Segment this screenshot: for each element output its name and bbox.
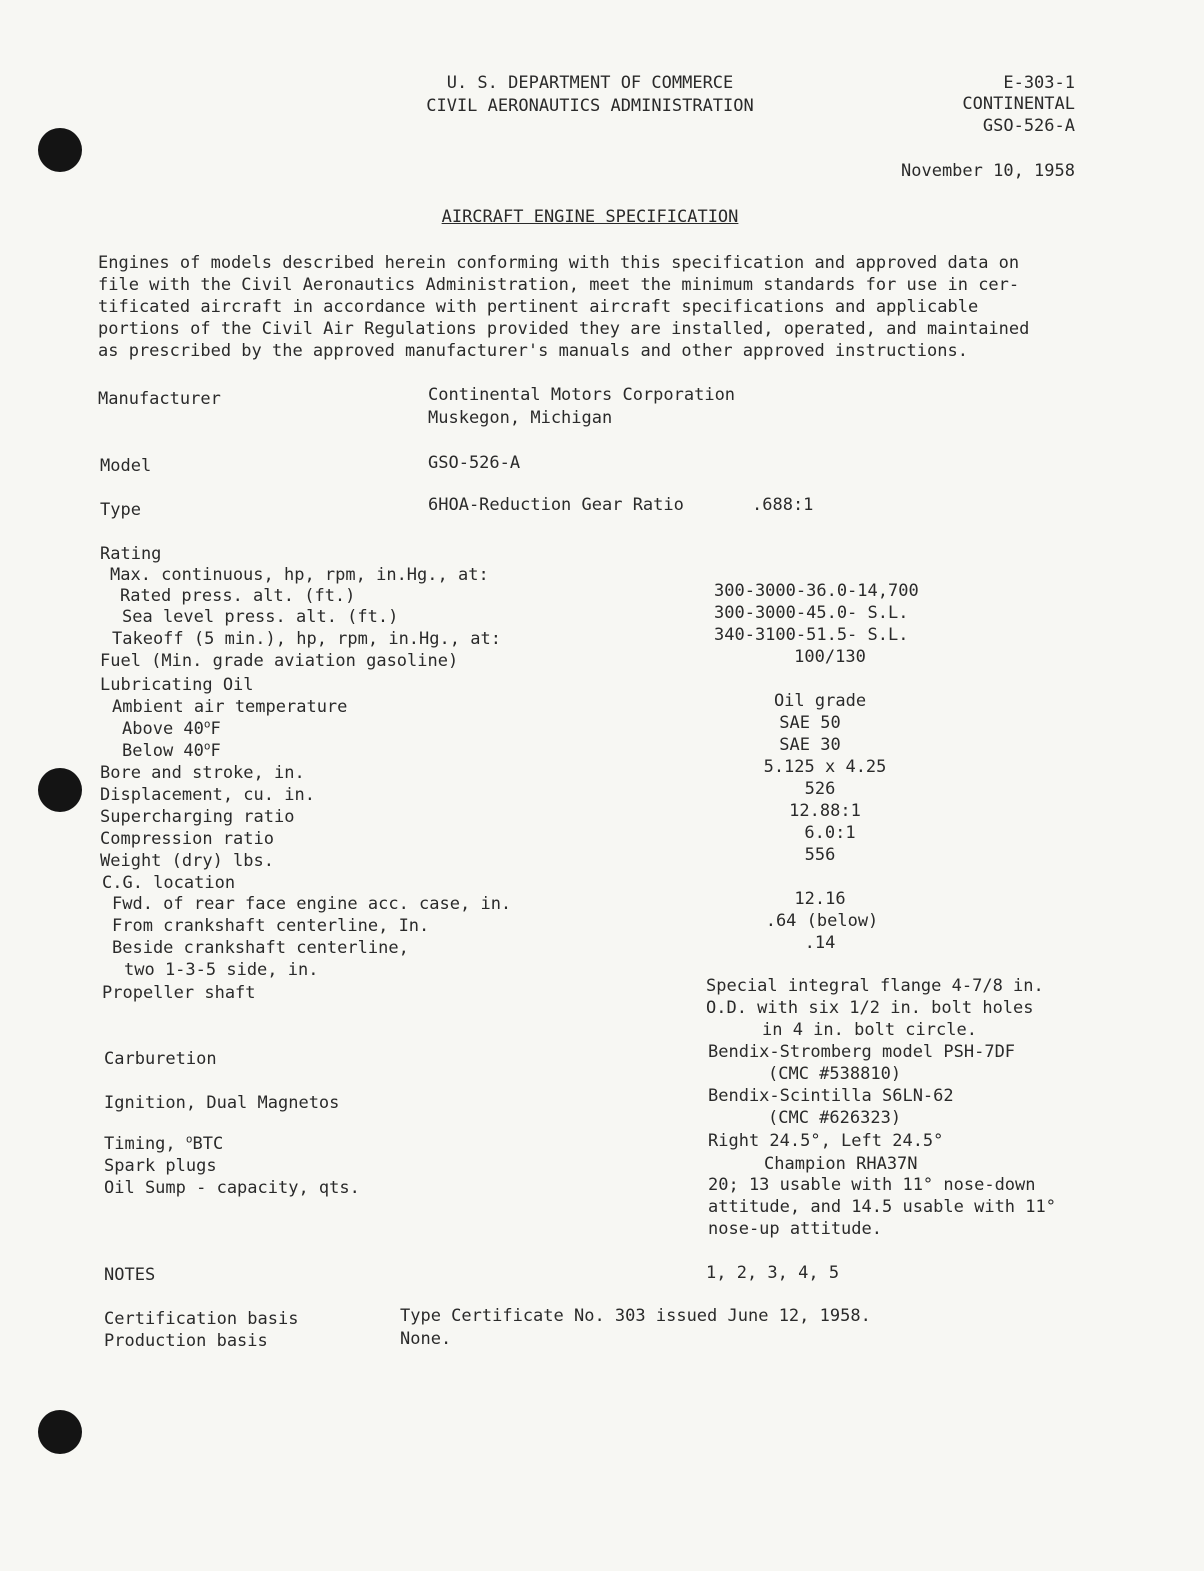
cg-side-label: two 1-3-5 side, in. (124, 960, 319, 980)
intro-line: Engines of models described herein conforming with this specification and approved data on (98, 253, 1020, 273)
punch-hole (38, 1410, 82, 1454)
certification-basis-label: Certification basis (104, 1309, 299, 1329)
certification-basis-value: Type Certificate No. 303 issued June 12, 1958. (400, 1306, 871, 1326)
fuel-label: Fuel (Min. grade aviation gasoline) (100, 651, 459, 671)
oil-sump-label: Oil Sump - capacity, qts. (104, 1178, 360, 1198)
above-value: SAE 50 (779, 713, 841, 733)
fuel-value: 100/130 (794, 647, 866, 667)
ignition-value-1: Bendix-Scintilla S6LN-62 (708, 1086, 954, 1106)
document-number: E-303-1 (1003, 73, 1075, 93)
takeoff-label: Takeoff (5 min.), hp, rpm, in.Hg., at: (112, 629, 501, 649)
timing-value: Right 24.5°, Left 24.5° (708, 1131, 944, 1151)
ignition-value-2: (CMC #626323) (768, 1108, 902, 1128)
takeoff-value: 340-3100-51.5- S.L. (714, 625, 909, 645)
bore-value: 5.125 x 4.25 (763, 757, 887, 777)
cg-fwd-label: Fwd. of rear face engine acc. case, in. (112, 894, 512, 914)
manufacturer-label: Manufacturer (98, 389, 221, 409)
spark-plugs-value: Champion RHA37N (764, 1154, 918, 1174)
carburetion-value-1: Bendix-Stromberg model PSH-7DF (708, 1042, 1016, 1062)
sea-level-value: 300-3000-45.0- S.L. (714, 603, 909, 623)
intro-line: as prescribed by the approved manufacturer's manuals and other approved instructions. (98, 341, 968, 361)
below-value: SAE 30 (779, 735, 841, 755)
spark-plugs-label: Spark plugs (104, 1156, 217, 1176)
cg-label: C.G. location (102, 873, 236, 893)
rating-label: Rating (100, 544, 162, 564)
timing-label: Timing, $^o$BTC (104, 1132, 224, 1154)
weight-label: Weight (dry) lbs. (100, 851, 274, 871)
punch-hole (38, 128, 82, 172)
ignition-label: Ignition, Dual Magnetos (104, 1093, 340, 1113)
oil-sump-value-2: attitude, and 14.5 usable with 11° (708, 1197, 1056, 1217)
cg-fwd-value: 12.16 (794, 889, 846, 909)
manufacturer-short: CONTINENTAL (962, 94, 1075, 114)
carburetion-label: Carburetion (104, 1049, 217, 1069)
intro-line: portions of the Civil Air Regulations provided they are installed, operated, and maintained (98, 319, 1030, 339)
bore-label: Bore and stroke, in. (100, 763, 305, 783)
oil-sump-value-3: nose-up attitude. (708, 1219, 882, 1239)
displacement-value: 526 (804, 779, 836, 799)
carburetion-value-2: (CMC #538810) (768, 1064, 902, 1084)
propeller-value-3: in 4 in. bolt circle. (762, 1020, 977, 1040)
cg-beside-label: Beside crankshaft centerline, (112, 938, 409, 958)
model-value: GSO-526-A (428, 453, 521, 473)
ambient-label: Ambient air temperature (112, 697, 348, 717)
propeller-value-1: Special integral flange 4-7/8 in. (706, 976, 1044, 996)
manufacturer-city: Muskegon, Michigan (428, 408, 613, 428)
sea-level-label: Sea level press. alt. (ft.) (122, 607, 399, 627)
agency-line-2: CIVIL AERONAUTICS ADMINISTRATION (426, 96, 754, 116)
cg-from-value: .64 (below) (765, 911, 879, 931)
weight-value: 556 (804, 845, 836, 865)
production-basis-value: None. (400, 1329, 452, 1349)
propeller-value-2: O.D. with six 1/2 in. bolt holes (706, 998, 1034, 1018)
cg-from-label: From crankshaft centerline, In. (112, 916, 430, 936)
type-value: 6HOA-Reduction Gear Ratio (428, 495, 684, 515)
gear-ratio: .688:1 (752, 495, 814, 515)
notes-label: NOTES (104, 1265, 156, 1285)
intro-line: tificated aircraft in accordance with pertinent aircraft specifications and applicable (98, 297, 979, 317)
compression-label: Compression ratio (100, 829, 274, 849)
above-label: Above 40$^o$F (122, 717, 221, 739)
rated-press-label: Rated press. alt. (ft.) (120, 586, 356, 606)
supercharging-label: Supercharging ratio (100, 807, 295, 827)
production-basis-label: Production basis (104, 1331, 268, 1351)
type-label: Type (100, 500, 141, 520)
displacement-label: Displacement, cu. in. (100, 785, 315, 805)
model-short: GSO-526-A (982, 116, 1075, 136)
cg-beside-value: .14 (804, 933, 836, 953)
compression-value: 6.0:1 (804, 823, 856, 843)
intro-line: file with the Civil Aeronautics Administration, meet the minimum standards for use in cer- (98, 275, 1020, 295)
manufacturer-name: Continental Motors Corporation (428, 385, 736, 405)
agency-line-1: U. S. DEPARTMENT OF COMMERCE (446, 73, 734, 93)
model-label: Model (100, 456, 152, 476)
oil-sump-value-1: 20; 13 usable with 11° nose-down (708, 1175, 1036, 1195)
below-label: Below 40$^o$F (122, 739, 221, 761)
oil-grade-header: Oil grade (773, 691, 867, 711)
rated-press-value: 300-3000-36.0-14,700 (714, 581, 919, 601)
max-continuous-label: Max. continuous, hp, rpm, in.Hg., at: (110, 565, 489, 585)
punch-hole (38, 768, 82, 812)
page-title: AIRCRAFT ENGINE SPECIFICATION (441, 207, 739, 227)
propeller-label: Propeller shaft (102, 983, 256, 1003)
document-date: November 10, 1958 (901, 161, 1075, 181)
lube-label: Lubricating Oil (100, 675, 254, 695)
supercharging-value: 12.88:1 (789, 801, 861, 821)
notes-value: 1, 2, 3, 4, 5 (706, 1263, 840, 1283)
